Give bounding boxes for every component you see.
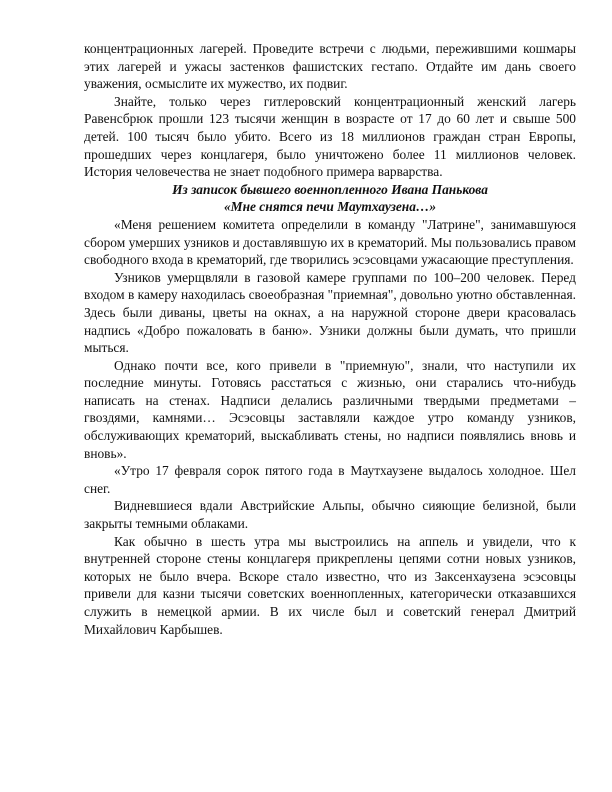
paragraph-latrine-team: «Меня решением комитета определили в команду "Латрине", занимавшуюся сбором умерших узников и доставлявшую их в крематорий. Мы пользовались правом свободного входа в крематорий, где творились эсэсовцами ужасающие преступления. [84,216,576,268]
paragraph-inscriptions: Однако почти все, кого привели в "приемную", знали, что наступили их последние минуты. Готовясь расстаться с жизнью, они старались что-нибудь написать на стенах. Надписи делались различными твердыми предметами – гвоздями, камнями… Эсэсовцы заставляли каждое утро команду узников, обслуживающих крематорий, выскабливать стены, но надписи появлялись вновь и вновь». [84,357,576,461]
paragraph-alps: Видневшиеся вдали Австрийские Альпы, обычно сияющие белизной, были закрыты темными облаками. [84,498,576,532]
document-page [84,40,576,638]
paragraph-continuation: концентрационных лагерей. Проведите встречи с людьми, пережившими кошмары этих лагерей и ужасы застенков фашистских гестапо. Отдайте им дань своего уважения, осмыслите их мужество, их подвиг. [84,41,576,92]
section-heading-line1: Из записок бывшего военнопленного Ивана Панькова [172,181,488,197]
paragraph-karbyshev: Как обычно в шесть утра мы выстроились на аппель и увидели, что к внутренней стороне стены концлагеря прикреплены цепями сотни новых узников, которых не было вчера. Вскоре стало известно, что из Заксенхаузена эсэсовцы привели для казни тысячи советских военнопленных, категорически отказавшихся служить в немецкой армии. В их числе был и советский генерал Дмитрий Михайлович Карбышев. [84,533,576,637]
section-heading-line2: «Мне снятся печи Маутхаузена…» [223,199,437,215]
paragraph-gas-chamber: Узников умерщвляли в газовой камере группами по 100–200 человек. Перед входом в камеру находилась своеобразная "приемная", довольно уютно обставленная. Здесь были диваны, цветы на окнах, а на наружной стороне двери красовалась надпись «Добро пожаловать в баню». Узники должны были думать, что пришли мыться. [84,269,576,356]
paragraph-february-morning: «Утро 17 февраля сорок пятого года в Маутхаузене выдалось холодное. Шел снег. [84,463,576,496]
paragraph-ravensbruck: Знайте, только через гитлеровский концентрационный женский лагерь Равенсбрюк прошли 123 тысячи женщин в возрасте от 17 до 60 лет и свыше 500 детей. 100 тысяч было убито. Всего из 18 миллионов граждан стран Европы, прошедших через концлагеря, было уничтожено более 11 миллионов человек. История человечества не знает подобного примера варварства. [84,93,576,180]
